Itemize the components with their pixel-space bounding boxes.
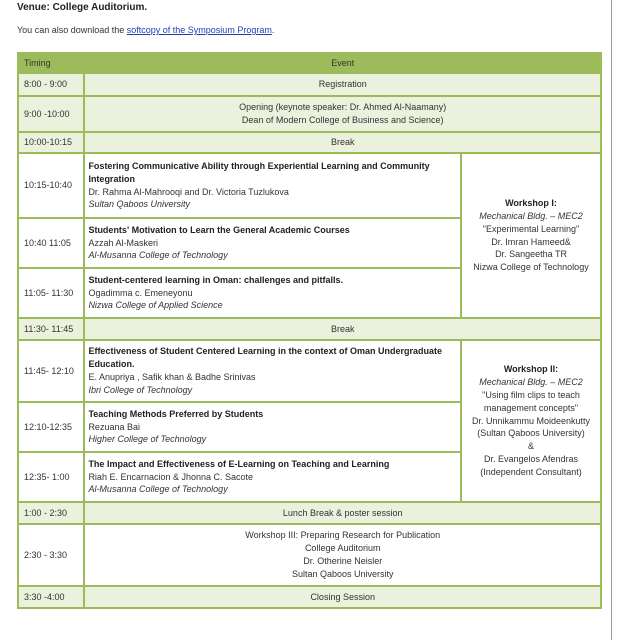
- workshop-presenter: Dr. Imran Hameed&: [491, 236, 571, 247]
- download-prefix: You can also download the: [17, 25, 127, 35]
- session-authors: E. Anupriya , Safik khan & Badhe Srinivas: [88, 372, 256, 382]
- workshop-3-cell: [85, 525, 600, 585]
- workshop-ampersand: &: [528, 441, 535, 452]
- time-cell: 2:30 - 3:30: [19, 525, 83, 585]
- lunch-cell: Lunch Break & poster session: [85, 503, 600, 523]
- table-row: [19, 97, 600, 131]
- time-cell: 8:00 - 9:00: [19, 74, 83, 95]
- program-download-link[interactable]: softcopy of the Symposium Program: [126, 25, 272, 35]
- session-cell: [85, 269, 460, 317]
- time-cell: 1:00 - 2:30: [19, 503, 83, 523]
- session-cell: [85, 219, 460, 267]
- table-row: [19, 525, 600, 585]
- table-row: [19, 133, 600, 152]
- workshop-2-cell: [462, 341, 600, 501]
- registration-cell: Registration: [85, 74, 600, 95]
- closing-cell: Closing Session: [85, 587, 600, 607]
- workshop-topic: "Using film clips to teach: [482, 390, 580, 400]
- session-cell: [85, 154, 460, 217]
- time-cell: 10:15-10:40: [19, 154, 83, 217]
- workshop-topic: "Experimental Learning": [482, 223, 580, 234]
- session-title: Fostering Communicative Ability through Experiential Learning and Community Integration: [88, 160, 430, 184]
- schedule-table: [17, 52, 602, 609]
- time-cell: 11:05- 11:30: [19, 269, 83, 317]
- download-suffix: .: [271, 25, 275, 35]
- session-title: Students' Motivation to Learn the General Academic Courses: [88, 224, 350, 235]
- session-institution: Ibri College of Technology: [88, 384, 193, 395]
- table-row: [19, 341, 600, 401]
- table-row: [19, 319, 600, 339]
- session-institution: Al-Musanna College of Technology: [88, 484, 228, 495]
- session-authors: Ogadimma c. Emeneyonu: [88, 287, 193, 298]
- workshop-presenter: Dr. Unnikammu Moideenkutty: [471, 415, 591, 426]
- workshop-presenter: Dr. Otherine Neisler: [303, 556, 383, 566]
- session-title: Teaching Methods Preferred by Students: [88, 408, 264, 419]
- download-line: [17, 25, 274, 35]
- session-institution: Higher College of Technology: [88, 434, 207, 445]
- table-row: [19, 154, 600, 217]
- time-cell: 12:35- 1:00: [19, 453, 83, 501]
- session-title: Effectiveness of Student Centered Learning in the context of Oman Undergraduate Education.: [88, 346, 442, 370]
- timing-header: Timing: [19, 54, 83, 72]
- session-authors: Azzah Al-Maskeri: [88, 237, 158, 248]
- session-cell: [85, 341, 460, 401]
- workshop-1-cell: [462, 154, 600, 317]
- session-authors: Rezuana Bai: [88, 421, 140, 432]
- opening-cell: [85, 97, 600, 131]
- opening-line2: Dean of Modern College of Business and Science): [241, 115, 444, 125]
- time-cell: 3:30 -4:00: [19, 587, 83, 607]
- session-authors: Dr. Rahma Al-Mahrooqi and Dr. Victoria Tuzlukova: [88, 186, 289, 197]
- header-row: [19, 54, 600, 72]
- workshop-title: Workshop I:: [505, 198, 557, 209]
- break-cell: Break: [85, 133, 600, 152]
- time-cell: 12:10-12:35: [19, 403, 83, 451]
- time-cell: 10:40 11:05: [19, 219, 83, 267]
- workshop-institution: Nizwa College of Technology: [473, 262, 589, 273]
- time-cell: 9:00 -10:00: [19, 97, 83, 131]
- session-cell: [85, 453, 460, 501]
- opening-line1: Opening (keynote speaker: Dr. Ahmed Al-Naamany): [239, 102, 447, 113]
- venue-heading: Venue: College Auditorium.: [17, 2, 148, 13]
- table-row: [19, 587, 600, 607]
- time-cell: 10:00-10:15: [19, 133, 83, 152]
- workshop-title: Workshop III: Preparing Research for Publication: [245, 530, 441, 541]
- workshop-topic: management concepts": [483, 402, 579, 413]
- workshop-presenter: Dr. Evangelos Afendras: [483, 453, 579, 464]
- session-cell: [85, 403, 460, 451]
- workshop-institution: (Independent Consultant): [480, 466, 582, 477]
- session-title: Student-centered learning in Oman: challenges and pitfalls.: [88, 274, 343, 285]
- table-row: [19, 503, 600, 523]
- event-header: Event: [85, 54, 600, 72]
- workshop-title: Workshop II:: [503, 364, 559, 375]
- workshop-location: Mechanical Bldg. – MEC2: [479, 377, 583, 388]
- session-institution: Nizwa College of Applied Science: [88, 300, 223, 311]
- workshop-institution: (Sultan Qaboos University): [477, 428, 585, 439]
- workshop-presenter: Dr. Sangeetha TR: [495, 249, 567, 260]
- workshop-location: Mechanical Bldg. – MEC2: [479, 210, 583, 221]
- time-cell: 11:45- 12:10: [19, 341, 83, 401]
- workshop-location: College Auditorium: [304, 543, 381, 554]
- break-cell: Break: [85, 319, 600, 339]
- session-institution: Sultan Qaboos University: [88, 199, 190, 210]
- session-title: The Impact and Effectiveness of E-Learning on Teaching and Learning: [88, 458, 390, 469]
- time-cell: 11:30- 11:45: [19, 319, 83, 339]
- table-row: [19, 74, 600, 95]
- workshop-institution: Sultan Qaboos University: [291, 568, 394, 579]
- session-institution: Al-Musanna College of Technology: [88, 250, 228, 261]
- session-authors: Riah E. Encarnacion & Jhonna C. Sacote: [88, 471, 254, 482]
